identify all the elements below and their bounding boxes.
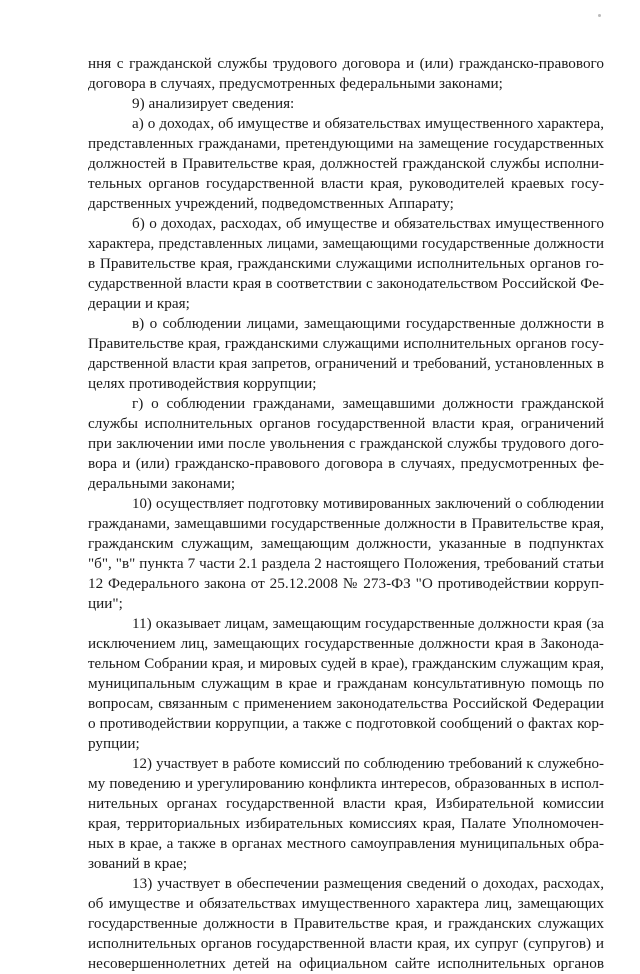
document-body [88, 54, 604, 974]
text-line: в) о соблюдении лицами, замещающими государственные должности в [132, 315, 604, 332]
text-line: му поведению и урегулированию конфликта интересов, образованных в испол- [88, 775, 604, 792]
text-line: характера, представленных лицами, замещающими государственные должности [88, 236, 604, 252]
text-line: зований в крае; [88, 855, 188, 872]
text-line: представленных гражданами, претендующими на замещение государственных [88, 135, 604, 152]
text-line: г) о соблюдении гражданами, замещавшими должности гражданской [132, 395, 604, 412]
text-line: должностей в Правительстве края, должностей гражданской службы исполни- [88, 155, 604, 172]
text-line: о противодействии коррупции, а также с подготовкой сообщений о фактах кор- [88, 715, 604, 732]
text-line: ных в крае, а также в органах местного самоуправления муниципальных обра- [88, 835, 604, 852]
text-line: целях противодействия коррупции; [88, 375, 317, 392]
text-line: 10) осуществляет подготовку мотивированных заключений о соблюдении [132, 496, 604, 512]
text-line: а) о доходах, об имуществе и обязательствах имущественного характера, [132, 116, 604, 132]
text-line: при заключении ими после увольнения с гражданской службы трудового дого- [88, 435, 604, 452]
text-line: дарственных учреждений, подведомственных Аппарату; [88, 195, 454, 212]
text-line: дерации и края; [88, 295, 190, 312]
text-line: вора и (или) гражданско-правового договора в случаях, предусмотренных фе- [88, 455, 604, 472]
text-line: исполнительных органов государственной власти края, их супруг (супругов) и [88, 935, 604, 952]
text-line: края, территориальных избирательных комиссиях края, Палате Уполномочен- [88, 815, 604, 832]
text-line: несовершеннолетних детей на официальном сайте исполнительных органов [88, 955, 604, 972]
text-line: гражданами, замещавшими государственные должности в Правительстве края, [88, 515, 604, 532]
text-line: службы исполнительных органов государственной власти края, ограничений [88, 415, 604, 432]
text-line: об имуществе и обязательствах имущественного характера лиц, замещающих [88, 895, 604, 912]
text-line: договора в случаях, предусмотренных федеральными законами; [88, 75, 503, 92]
text-line: деральными законами; [88, 475, 236, 492]
text-line: нительных органах государственной власти края, Избирательной комиссии [88, 795, 604, 812]
text-line: ции"; [88, 595, 123, 612]
text-line: 11) оказывает лицам, замещающим государственные должности края (за [132, 615, 604, 632]
text-line: дарственной власти края запретов, ограничений и требований, установленных в [88, 356, 604, 372]
scan-speck [598, 14, 601, 17]
text-line: 9) анализирует сведения: [132, 95, 295, 112]
text-line: муниципальным служащим в крае и гражданам консультативную помощь по [88, 675, 604, 692]
text-line: тельных органов государственной власти края, руководителей краевых госу- [88, 175, 604, 192]
text-line: вопросам, связанным с применением законодательства Российской Федерации [88, 695, 604, 712]
text-line: тельном Собрании края, и мировых судей в крае), гражданским служащим края, [88, 656, 604, 672]
text-line: ння с гражданской службы трудового договора и (или) гражданско-правового [88, 55, 604, 72]
text-line: гражданским служащим, замещающим должности, указанные в подпунктах [88, 535, 604, 552]
text-line: 12) участвует в работе комиссий по соблюдению требований к служебно- [132, 756, 604, 772]
text-line: в Правительстве края, гражданскими служащими исполнительных органов го- [88, 255, 604, 272]
text-line: "б", "в" пункта 7 части 2.1 раздела 2 настоящего Положения, требований статьи [88, 556, 604, 572]
text-line: государственные должности в Правительстве края, и гражданских служащих [88, 915, 604, 932]
text-line: исключением лиц, замещающих государственные должности края в Законода- [88, 635, 604, 652]
text-line: Правительстве края, гражданскими служащими исполнительных органов госу- [88, 335, 604, 352]
text-line: рупции; [88, 735, 140, 752]
text-line: 12 Федерального закона от 25.12.2008 № 273-ФЗ "О противодействии корруп- [88, 575, 604, 592]
text-line: 13) участвует в обеспечении размещения сведений о доходах, расходах, [132, 875, 604, 892]
text-line: сударственной власти края в соответствии с законодательством Российской Фе- [88, 276, 604, 292]
text-line: б) о доходах, расходах, об имуществе и обязательствах имущественного [132, 215, 604, 232]
